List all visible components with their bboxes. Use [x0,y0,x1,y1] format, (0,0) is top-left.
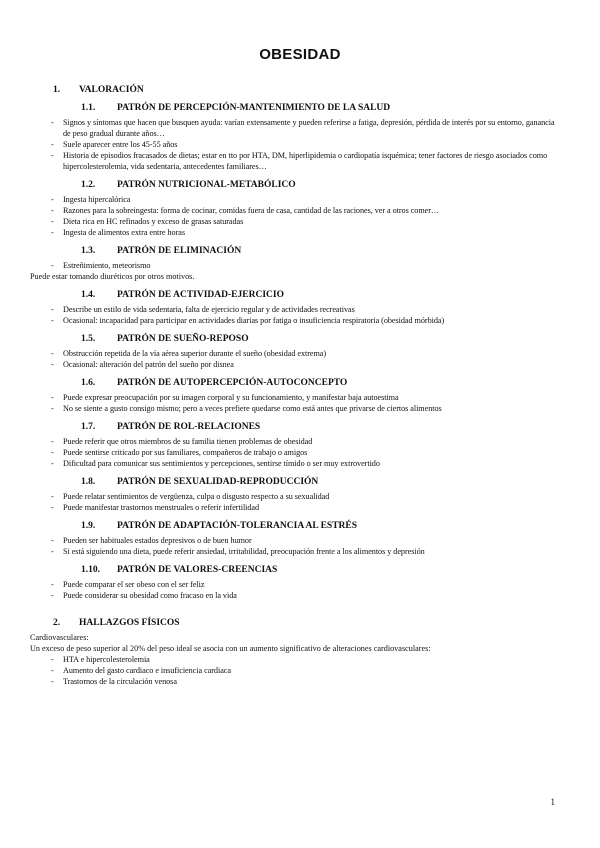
document-title: OBESIDAD [259,46,341,63]
bullet-dash: - [51,591,54,600]
list-item [43,403,563,414]
list-item [43,359,563,370]
list-item-text: Ocasional: alteración del patrón del sueño por disnea [63,360,234,369]
pattern-label: PATRÓN DE PERCEPCIÓN-MANTENIMIENTO DE LA SALUD [117,103,391,113]
list-item-text: Puede sentirse criticado por sus familiares, compañeros de trabajo o amigos [63,448,308,457]
list-item-text: HTA e hipercolesterolemia [63,655,150,664]
list-item [43,194,563,205]
bullet-dash: - [51,206,54,215]
pattern-label: PATRÓN DE AUTOPERCEPCIÓN-AUTOCONCEPTO [117,378,348,388]
pattern-label: PATRÓN DE SEXUALIDAD-REPRODUCCIÓN [117,477,319,487]
bullet-list [43,348,563,370]
list-item [43,216,563,227]
pattern-heading [81,179,563,191]
list-item [43,458,563,469]
list-item [43,436,563,447]
bullet-dash: - [51,140,54,149]
pattern-heading [81,102,563,114]
list-item-text: Puede comparar el ser obeso con el ser feliz [63,580,205,589]
pattern-number: 1.6. [81,378,96,388]
list-item-text: Si está siguiendo una dieta, puede referir ansiedad, irritabilidad, preocupación frente a los alimentos y depresión [63,547,425,556]
list-item-text: Historia de episodios fracasados de dietas; estar en tto por HTA, DM, hiperlipidemia o cardiopatía isquémica; tener factores de riesgo asociados como hipercolesterolemia, vida sedentaria, antecedentes familiares… [63,151,548,171]
bullet-list [43,194,563,238]
list-item-text: Pueden ser habituales estados depresivos o de buen humor [63,536,252,545]
list-item [43,546,563,557]
pattern-label: PATRÓN DE SUEÑO-REPOSO [117,334,249,344]
list-item-text: Describe un estilo de vida sedentaria, falta de ejercicio regular y de actividades recreativas [63,305,355,314]
list-item [43,304,563,315]
list-item [43,392,563,403]
bullet-dash: - [51,217,54,226]
list-item-text: Aumento del gasto cardiaco e insuficiencia cardiaca [63,666,231,675]
list-item-text: Obstrucción repetida de la vía aérea superior durante el sueño (obesidad extrema) [63,349,327,358]
bullet-list [43,535,563,557]
section-number: 2. [53,618,61,628]
bullet-dash: - [51,228,54,237]
bullet-dash: - [51,547,54,556]
list-item-text: Puede manifestar trastornos menstruales o referir infertilidad [63,503,260,512]
list-item [43,260,563,271]
list-item [43,579,563,590]
list-item [43,447,563,458]
list-item [43,535,563,546]
pattern-heading [81,520,563,532]
bullet-list [43,654,563,687]
pattern-number: 1.2. [81,180,96,190]
pattern-label: PATRÓN NUTRICIONAL-METABÓLICO [117,180,296,190]
bullet-list [43,304,563,326]
pattern-heading [81,476,563,488]
document-content [30,84,563,687]
list-item-text: Ocasional: incapacidad para participar en actividades diarias por fatiga o insuficiencia respiratoria (obesidad mórbida) [63,316,445,325]
bullet-list [43,392,563,414]
bullet-dash: - [51,349,54,358]
pattern-label: PATRÓN DE ROL-RELACIONES [117,422,261,432]
bullet-list [43,491,563,513]
list-item-text: Ingesta hipercalórica [63,195,131,204]
pattern-label: PATRÓN DE ELIMINACIÓN [117,246,242,256]
pattern-number: 1.1. [81,103,96,113]
pattern-label: PATRÓN DE ACTIVIDAD-EJERCICIO [117,290,284,300]
bullet-list [43,436,563,469]
list-item-text: Puede referir que otros miembros de su familia tienen problemas de obesidad [63,437,313,446]
bullet-dash: - [51,666,54,675]
list-item [43,227,563,238]
pattern-label: PATRÓN DE ADAPTACIÓN-TOLERANCIA AL ESTRÉS [117,521,358,531]
list-item-text: Estreñimiento, meteorismo [63,261,151,270]
bullet-dash: - [51,492,54,501]
list-item [43,117,563,139]
list-item [43,491,563,502]
list-item [43,590,563,601]
bullet-dash: - [51,118,54,127]
list-item [43,654,563,665]
list-item [43,665,563,676]
list-item [43,150,563,172]
pattern-number: 1.9. [81,521,96,531]
section-heading-hallazgos [53,617,563,629]
section-label: VALORACIÓN [79,85,144,95]
list-item-text: Signos y síntomas que hacen que busquen ayuda: varían extensamente y pueden referirse a fatiga, depresión, pérdida de interés por su entorno, ganancia de peso gradual durante años… [63,118,555,138]
section-label: HALLAZGOS FÍSICOS [79,618,180,628]
bullet-list [43,117,563,172]
list-item-text: Trastornos de la circulación venosa [63,677,177,686]
bullet-dash: - [51,503,54,512]
pattern-number: 1.10. [81,565,100,575]
bullet-list [43,260,563,271]
list-item [43,676,563,687]
bullet-dash: - [51,151,54,160]
list-item [43,502,563,513]
pattern-heading [81,333,563,345]
list-item-text: Puede expresar preocupación por su imagen corporal y su funcionamiento, y manifestar baja autoestima [63,393,399,402]
bullet-dash: - [51,305,54,314]
list-item-text: No se siente a gusto consigo mismo; pero a veces prefiere quedarse como está antes que privarse de ciertos alimentos [63,404,442,413]
list-item-text: Puede relatar sentimientos de vergüenza, culpa o disgusto respecto a su sexualidad [63,492,330,501]
bullet-dash: - [51,195,54,204]
pattern-number: 1.7. [81,422,96,432]
bullet-dash: - [51,677,54,686]
pattern-heading [81,377,563,389]
pattern-number: 1.8. [81,477,96,487]
pattern-number: 1.3. [81,246,96,256]
bullet-list [43,579,563,601]
pattern-heading [81,245,563,257]
section-heading-valoracion [53,84,563,96]
list-item-text: Puede considerar su obesidad como fracaso en la vida [63,591,237,600]
list-item [43,205,563,216]
list-item-text: Ingesta de alimentos extra entre horas [63,228,186,237]
list-item [43,348,563,359]
pattern-heading [81,289,563,301]
page-number: 1 [550,797,555,807]
hallazgos-subtitle: Cardiovasculares: [30,633,89,642]
bullet-dash: - [51,655,54,664]
bullet-dash: - [51,393,54,402]
list-item-text: Dieta rica en HC refinados y exceso de grasas saturadas [63,217,244,226]
list-item-text: Razones para la sobreingesta: forma de cocinar, comidas fuera de casa, cantidad de las raciones, ver a otros comer… [63,206,440,215]
bullet-dash: - [51,580,54,589]
pattern-note: Puede estar tomando diuréticos por otros motivos. [30,272,195,281]
pattern-label: PATRÓN DE VALORES-CREENCIAS [117,565,278,575]
list-item [43,139,563,150]
bullet-dash: - [51,448,54,457]
pattern-heading [81,564,563,576]
section-number: 1. [53,85,61,95]
bullet-dash: - [51,261,54,270]
pattern-number: 1.5. [81,334,96,344]
pattern-number: 1.4. [81,290,96,300]
bullet-dash: - [51,316,54,325]
bullet-dash: - [51,536,54,545]
hallazgos-intro: Un exceso de peso superior al 20% del peso ideal se asocia con un aumento significativo de alteraciones cardiovasculares: [30,644,431,653]
bullet-dash: - [51,437,54,446]
list-item-text: Dificultad para comunicar sus sentimientos y percepciones, sentirse tímido o ser muy extrovertido [63,459,380,468]
list-item [43,315,563,326]
list-item-text: Suele aparecer entre los 45-55 años [63,140,178,149]
bullet-dash: - [51,360,54,369]
bullet-dash: - [51,404,54,413]
bullet-dash: - [51,459,54,468]
pattern-heading [81,421,563,433]
